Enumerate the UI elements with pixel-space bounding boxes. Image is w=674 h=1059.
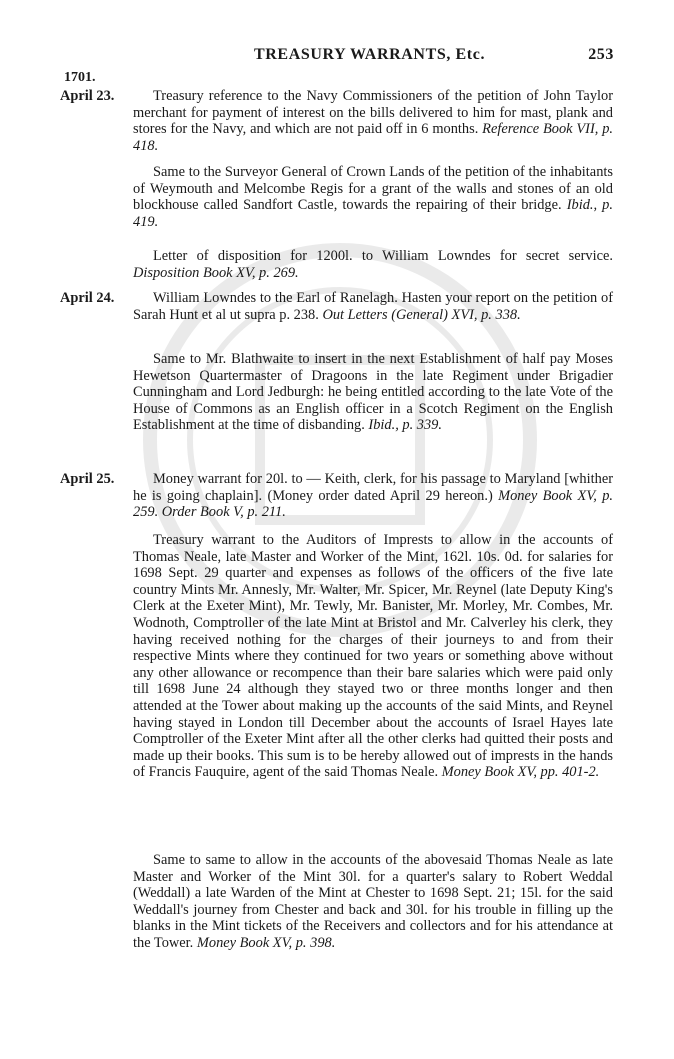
entry-1 [133, 88, 613, 154]
entry-text: Same to same to allow in the accounts of the abovesaid Thomas Neale as late Master and Worker of the Mint 30l. for a quarter's salary to Robert Weddal (Weddall) a late Warden of the Mint at Chester to 1698 Sept. 21; 15l. for the said Weddall's journey from Chester and back and 30l. for his trouble in filling up the blanks in the Mint tickets of the Receivers and collectors and for his attendance at the Tower. [133, 852, 613, 951]
entry-text: Same to the Surveyor General of Crown Lands of the petition of the inhabitants of Weymouth and Melcombe Regis for a grant of the walls and stones of an old blockhouse called Sandfort Castle, towards the repairing of their bridge. [133, 164, 613, 214]
entry-reference: Money Book XV, p. 398. [196, 934, 336, 951]
entry-reference: Ibid., p. 339. [368, 417, 442, 434]
entry-reference: Out Letters (General) XVI, p. 338. [322, 306, 521, 323]
entry-reference: Reference Book VII, p. 418. [133, 121, 613, 154]
entry-text: Money warrant for 20l. to — Keith, clerk, for his passage to Maryland [whither he is going chaplain]. (Money order dated April 29 hereon.) [133, 471, 613, 504]
entry-text: Treasury warrant to the Auditors of Imprests to allow in the accounts of Thomas Neale, late Master and Worker of the Mint, 162l. 10s. 0d. for salaries for 1698 Sept. 29 quarter and expenses as follows of the officers of the five late country Mints Mr. Annesly, Mr. Walter, Mr. Spicer, Mr. Reynel (late Deputy King's Clerk at the Exeter Mint), Mr. Tewly, Mr. Banister, Mr. Morley, Mr. Combes, Mr. Wodnoth, Comptroller of the late Mint at Bristol and Mr. Calverley his clerk, they having received nothing for the charges of their journeys to and from their respective Mints where they continued for two years or something above without any other allowance or recompence than their bare salaries which were paid only till 1698 June 24 although they stayed two or three months longer and then attended at the Tower about making up the accounts of the said Mints, and Reynel having stayed in London till December about the accounts of Israel Hayes late Comptroller of the Exeter Mint after all the other clerks had quitted their posts and made up their books. This sum is to be hereby allowed out of imprests in the hands of Francis Fauquire, agent of the said Thomas Neale. [133, 532, 613, 781]
margin-year: 1701. [64, 70, 96, 85]
entry-reference: Money Book XV, pp. 401-2. [441, 764, 600, 781]
entry-6 [133, 471, 613, 521]
entry-2 [133, 164, 613, 230]
entry-8 [133, 852, 613, 952]
page-title: TREASURY WARRANTS, Etc. [254, 46, 486, 63]
page-number: 253 [588, 46, 614, 63]
margin-date-april-25: April 25. [60, 471, 115, 487]
entry-reference: Money Book XV, p. 259. Order Book V, p. 211. [133, 487, 613, 521]
entry-text: Letter of disposition for 1200l. to William Lowndes for secret service. [153, 248, 613, 264]
entry-7 [133, 532, 613, 781]
entry-text: William Lowndes to the Earl of Ranelagh. Hasten your report on the petition of Sarah Hunt et al ut supra p. 238. [133, 290, 613, 323]
entry-text: Treasury reference to the Navy Commissioners of the petition of John Taylor merchant for payment of interest on the bills delivered to him for mast, plank and stores for the Navy, and which are not paid off in 6 months. [133, 88, 613, 138]
entry-4 [133, 290, 613, 323]
entry-3 [133, 248, 613, 281]
margin-date-april-23: April 23. [60, 88, 115, 104]
entry-5 [133, 351, 613, 434]
entry-reference: Ibid., p. 419. [133, 197, 613, 230]
entry-reference: Disposition Book XV, p. 269. [133, 264, 299, 281]
margin-date-april-24: April 24. [60, 290, 115, 306]
entry-text: Same to Mr. Blathwaite to insert in the next Establishment of half pay Moses Hewetson Quartermaster of Dragoons in the late Regiment under Brigadier Cunningham and Lord Jedburgh: he being entitled according to the late Vote of the House of Commons as an English officer in a Scotch Regiment on the English Establishment at the time of disbanding. [133, 351, 613, 434]
